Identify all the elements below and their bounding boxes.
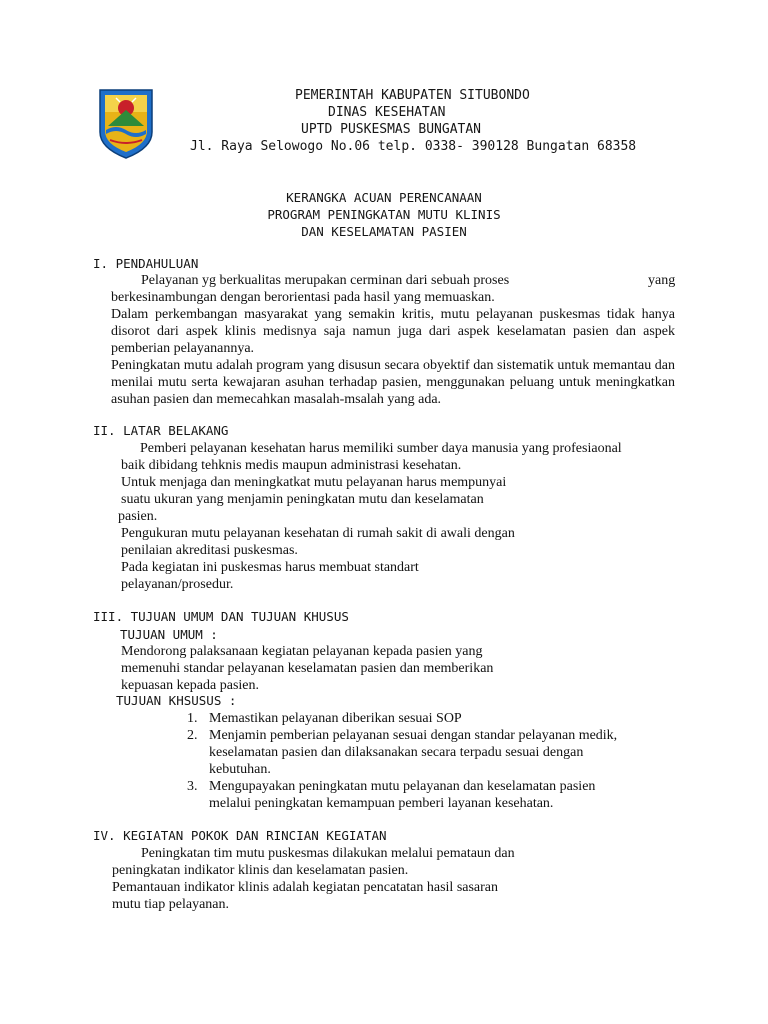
header-address xyxy=(190,139,636,154)
s1-paragraph-3: Peningkatan mutu adalah program yang disusun secara obyektif dan sistematik untuk memantau dan menilai mutu serta kewajaran asuhan terhadap pasien, menggunakan peluang untuk meningkatkan asuhan pasien dan memecahkan masalah-msalah yang ada. xyxy=(111,358,675,407)
s1-paragraph-2: Dalam perkembangan masyarakat yang semakin kritis, mutu pelayanan puskesmas tidak hanya disorot dari aspek klinis medisnya saja namun juga dari aspek keselamatan pasien dan aspek pemberian pelayanannya. xyxy=(111,307,675,356)
list-item-number: 2. xyxy=(187,728,198,743)
s2-line-5: pasien. xyxy=(118,509,158,524)
tujuan-khusus-label: TUJUAN KHSUSUS : xyxy=(116,693,237,708)
list-item-text: kebutuhan. xyxy=(209,762,271,777)
s4-line-1: Peningkatan tim mutu puskesmas dilakukan melalui pemataun dan xyxy=(141,846,515,861)
s2-line-9: pelayanan/prosedur. xyxy=(121,577,234,592)
s3-umum-line-1: Mendorong palaksanaan kegiatan pelayanan kepada pasien yang xyxy=(121,644,483,659)
s2-line-6: Pengukuran mutu pelayanan kesehatan di rumah sakit di awali dengan xyxy=(121,526,515,541)
s1-paragraph-1-yang: yang xyxy=(648,273,676,288)
section-2-heading: II. LATAR BELAKANG xyxy=(93,423,229,438)
s3-umum-line-2: memenuhi standar pelayanan keselamatan pasien dan memberikan xyxy=(121,661,494,676)
s4-line-2: peningkatan indikator klinis dan keselamatan pasien. xyxy=(112,863,409,878)
list-item-number: 1. xyxy=(187,711,198,726)
address-street: Jl. Raya Selowogo No.06 telp. xyxy=(190,139,417,154)
s3-umum-line-3: kepuasan kepada pasien. xyxy=(121,678,259,693)
list-item-text: Menjamin pemberian pelayanan sesuai dengan standar pelayanan medik, xyxy=(209,728,618,743)
header-department: DINAS KESEHATAN xyxy=(328,105,446,120)
list-item-text: keselamatan pasien dan dilaksanakan secara terpadu sesuai dengan xyxy=(209,745,584,760)
list-item-text: Memastikan pelayanan diberikan sesuai SOP xyxy=(209,711,462,726)
section-4-heading: IV. KEGIATAN POKOK DAN RINCIAN KEGIATAN xyxy=(93,828,387,843)
title-line-1: KERANGKA ACUAN PERENCANAAN xyxy=(286,190,482,205)
tujuan-umum-label: TUJUAN UMUM : xyxy=(120,627,218,642)
address-phone: 0338- 390128 Bungatan 68358 xyxy=(424,139,637,154)
header-unit: UPTD PUSKESMAS BUNGATAN xyxy=(301,122,482,137)
kabupaten-emblem-icon xyxy=(96,86,156,160)
section-1-heading: I. PENDAHULUAN xyxy=(93,256,199,271)
s1-paragraph-1-line-1: Pelayanan yg berkualitas merupakan cerminan dari sebuah proses xyxy=(141,273,510,288)
list-item-number: 3. xyxy=(187,779,198,794)
s2-line-1: Pemberi pelayanan kesehatan harus memiliki sumber daya manusia yang profesiaonal xyxy=(140,441,622,456)
header-government: PEMERINTAH KABUPATEN SITUBONDO xyxy=(295,88,530,103)
s2-line-8: Pada kegiatan ini puskesmas harus membuat standart xyxy=(121,560,419,575)
s2-line-7: penilaian akreditasi puskesmas. xyxy=(121,543,298,558)
title-line-3: DAN KESELAMATAN PASIEN xyxy=(301,224,467,239)
title-line-2: PROGRAM PENINGKATAN MUTU KLINIS xyxy=(267,207,501,222)
s2-line-4: suatu ukuran yang menjamin peningkatan mutu dan keselamatan xyxy=(121,492,484,507)
s2-line-3: Untuk menjaga dan meningkatkat mutu pelayanan harus mempunyai xyxy=(121,475,507,490)
section-3-heading: III. TUJUAN UMUM DAN TUJUAN KHUSUS xyxy=(93,609,349,624)
s1-paragraph-1-line-2: berkesinambungan dengan berorientasi pada hasil yang memuaskan. xyxy=(111,290,495,305)
list-item-text: Mengupayakan peningkatan mutu pelayanan dan keselamatan pasien xyxy=(209,779,596,794)
s2-line-2: baik dibidang tehknis medis maupun administrasi kesehatan. xyxy=(121,458,462,473)
list-item-text: melalui peningkatan kemampuan pemberi layanan kesehatan. xyxy=(209,796,554,811)
s4-line-4: mutu tiap pelayanan. xyxy=(112,897,230,912)
s4-line-3: Pemantauan indikator klinis adalah kegiatan pencatatan hasil sasaran xyxy=(112,880,499,895)
